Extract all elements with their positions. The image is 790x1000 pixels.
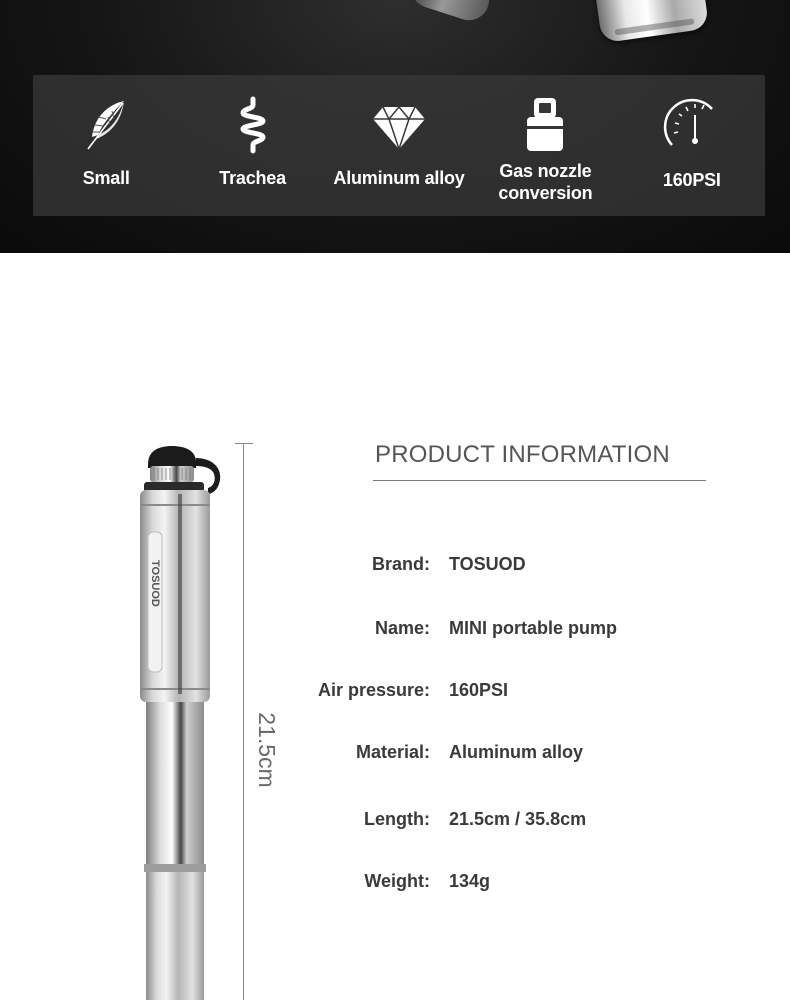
feature-aluminum-alloy [326, 75, 472, 216]
feature-gas-nozzle-conversion [472, 75, 618, 216]
hero-pump-cap-image [595, 0, 709, 43]
spec-value: 160PSI [449, 680, 509, 700]
hero-pump-image [406, 0, 494, 25]
feature-label [472, 160, 618, 204]
spec-row-weight [300, 871, 760, 895]
feature-label-line: conversion [498, 183, 593, 203]
feature-label: 160PSI [662, 170, 721, 190]
valve-icon [515, 95, 575, 155]
spec-key: Air pressure: [317, 680, 430, 700]
spec-value: TOSUOD [449, 554, 526, 574]
spec-row-air-pressure [300, 680, 760, 704]
product-info-divider [373, 480, 706, 481]
feather-icon [76, 95, 136, 155]
pump-brand-text: TOSUOD [149, 560, 161, 607]
feature-bar [33, 75, 765, 216]
spec-key: Name: [374, 618, 430, 638]
feature-label: Trachea [219, 168, 286, 188]
pump-product-image [138, 444, 222, 1000]
gauge-icon [662, 95, 722, 155]
feature-label: Small [82, 168, 130, 188]
spec-value: 21.5cm / 35.8cm [449, 809, 587, 829]
spec-key: Weight: [364, 871, 430, 891]
product-info-title: PRODUCT INFORMATION [375, 441, 670, 468]
spec-key: Material: [355, 742, 430, 762]
dimension-label: 21.5cm [254, 712, 280, 788]
feature-160psi [619, 75, 765, 216]
spec-value: MINI portable pump [449, 618, 617, 638]
feature-label-line: Gas nozzle [499, 161, 592, 181]
hose-icon [223, 95, 283, 155]
spec-key: Length: [364, 809, 430, 829]
spec-row-material [300, 742, 760, 766]
spec-row-name [300, 618, 760, 642]
dimension-line [243, 443, 244, 1000]
diamond-icon [369, 95, 429, 155]
dimension-tick [235, 443, 253, 444]
feature-label: Aluminum alloy [333, 168, 465, 188]
feature-trachea [179, 75, 325, 216]
spec-value: Aluminum alloy [449, 742, 584, 762]
hero-banner [0, 0, 790, 253]
spec-row-length [300, 809, 760, 833]
feature-small [33, 75, 179, 216]
spec-key: Brand: [372, 554, 430, 574]
spec-row-brand [300, 554, 760, 578]
spec-value: 134g [449, 871, 491, 891]
